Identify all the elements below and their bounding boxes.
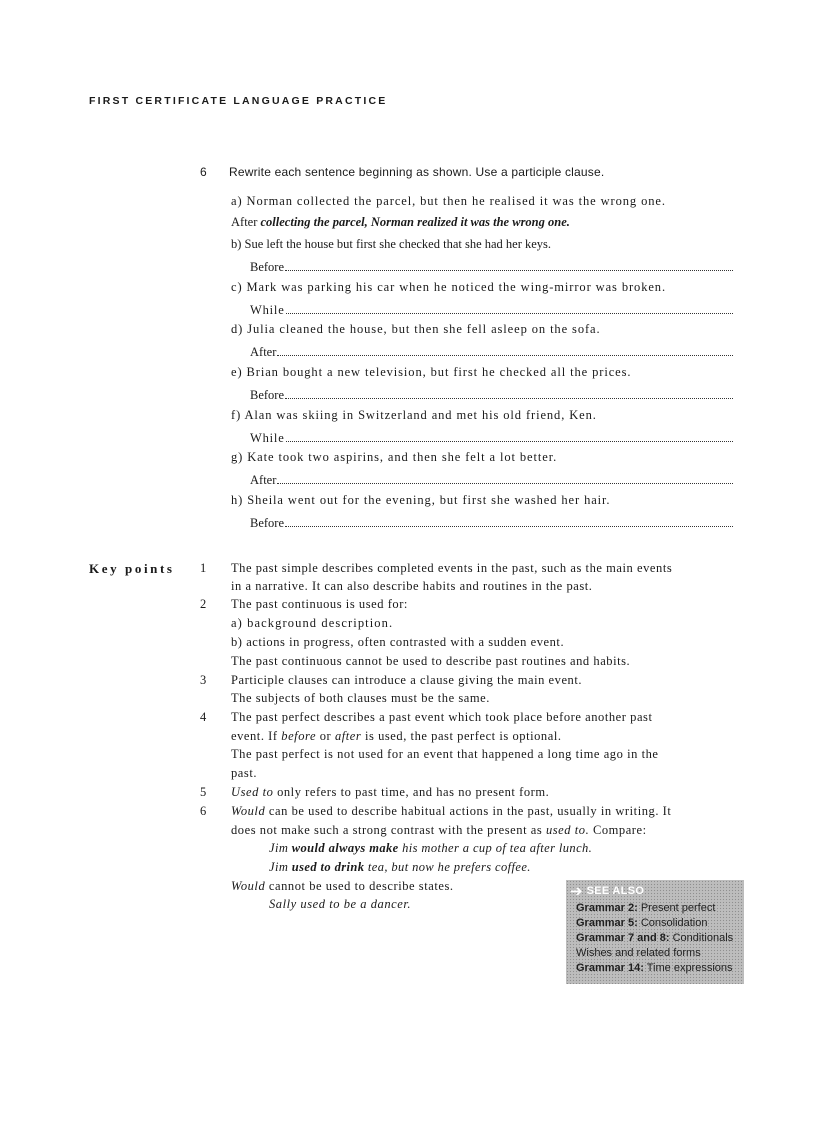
item-g-prompt: After: [250, 473, 277, 487]
answer-dots: [285, 259, 733, 271]
example-answer-lead: After: [231, 215, 261, 229]
running-head: FIRST CERTIFICATE LANGUAGE PRACTICE: [89, 95, 388, 107]
key-point-2-line-3: b) actions in progress, often contrasted with a sudden event.: [231, 635, 565, 649]
key-point-5-number: 5: [200, 785, 207, 799]
key-point-6-line-2: [231, 823, 647, 838]
kp6-example-2: [269, 860, 531, 875]
kp4-before: before: [281, 729, 317, 743]
see-also-header: [570, 882, 644, 900]
arrow-right-icon: ➔: [570, 883, 583, 900]
kp4-text-e: is used, the past perfect is optional.: [361, 729, 562, 743]
see-also-link-wishes[interactable]: [576, 947, 701, 959]
item-b-sentence: b) Sue left the house but first she checked that she had her keys.: [231, 237, 552, 251]
example-answer-text: collecting the parcel, Norman realized it was the wrong one.: [260, 215, 570, 229]
ex2-bold: used to drink: [291, 860, 365, 874]
kp4-after: after: [334, 729, 362, 743]
see-also-topic: Present perfect: [637, 902, 716, 914]
answer-dots: [285, 387, 733, 399]
item-d-sentence: d) Julia cleaned the house, but then she fell asleep on the sofa.: [231, 322, 601, 336]
item-h-answer-line[interactable]: [250, 515, 733, 531]
kp6-example-3: Sally used to be a dancer.: [269, 897, 412, 911]
see-also-topic: Conditionals: [669, 932, 734, 944]
item-c-answer-line[interactable]: [250, 302, 733, 318]
item-c-sentence: c) Mark was parking his car when he noticed the wing-mirror was broken.: [231, 280, 666, 294]
kp6-text-3: cannot be used to describe states.: [265, 879, 454, 893]
see-also-topic: Wishes and related forms: [576, 947, 701, 959]
see-also-heading: SEE ALSO: [586, 885, 645, 897]
key-point-1-number: 1: [200, 561, 207, 575]
example-sentence: a) Norman collected the parcel, but then he realised it was the wrong one.: [231, 194, 666, 208]
item-e-answer-line[interactable]: [250, 387, 733, 403]
answer-dots: [277, 472, 733, 484]
key-point-6-line-3: [231, 879, 454, 894]
kp6-compare: Compare:: [589, 823, 647, 837]
kp6-used-to: used to.: [545, 823, 590, 837]
see-also-ref: Grammar 14:: [576, 962, 644, 974]
kp5-text: only refers to past time, and has no present form.: [273, 785, 550, 799]
see-also-box: [566, 880, 744, 984]
ex2-a: Jim: [269, 860, 292, 874]
item-f-sentence: f) Alan was skiing in Switzerland and met his old friend, Ken.: [231, 408, 597, 422]
item-d-prompt: After: [250, 345, 277, 359]
see-also-topic: Consolidation: [637, 917, 708, 929]
see-also-link-grammar-14[interactable]: [576, 962, 733, 974]
item-f-prompt: While: [250, 431, 285, 445]
kp6-would: Would: [231, 804, 266, 818]
answer-dots: [285, 515, 733, 527]
kp6-would-2: Would: [231, 879, 266, 893]
see-also-ref: Grammar 2:: [576, 902, 638, 914]
answer-dots: [277, 344, 733, 356]
see-also-link-grammar-5[interactable]: [576, 917, 707, 929]
exercise-instruction: Rewrite each sentence beginning as shown. Use a participle clause.: [229, 165, 605, 179]
see-also-topic: Time expressions: [643, 962, 733, 974]
item-b-answer-line[interactable]: [250, 259, 733, 275]
key-point-1-line-2: in a narrative. It can also describe habits and routines in the past.: [231, 579, 593, 593]
key-point-4-line-2: [231, 729, 562, 744]
kp4-text-a: event. If: [231, 729, 282, 743]
kp6-text-2a: does not make such a strong contrast with the present as: [231, 823, 546, 837]
key-point-4-number: 4: [200, 710, 207, 724]
see-also-ref: Grammar 5:: [576, 917, 638, 929]
kp4-text-c: or: [316, 729, 335, 743]
key-point-3-line-2: The subjects of both clauses must be the same.: [231, 691, 490, 705]
item-e-prompt: Before: [250, 388, 285, 402]
answer-dots: [286, 430, 733, 442]
item-d-answer-line[interactable]: [250, 344, 733, 360]
exercise-number: 6: [200, 165, 207, 179]
item-g-sentence: g) Kate took two aspirins, and then she felt a lot better.: [231, 450, 558, 464]
key-point-3-line-1: Participle clauses can introduce a clause giving the main event.: [231, 673, 583, 687]
ex1-a: Jim: [269, 841, 292, 855]
key-point-2-number: 2: [200, 597, 207, 611]
key-point-5-line-1: [231, 785, 549, 800]
key-point-2-line-4: The past continuous cannot be used to describe past routines and habits.: [231, 654, 631, 668]
key-point-4-line-4: past.: [231, 766, 258, 780]
kp6-example-1: [269, 841, 592, 856]
kp5-used-to: Used to: [231, 785, 274, 799]
key-point-2-line-1: The past continuous is used for:: [231, 597, 408, 611]
item-h-prompt: Before: [250, 516, 285, 530]
item-e-sentence: e) Brian bought a new television, but first he checked all the prices.: [231, 365, 632, 379]
item-h-sentence: h) Sheila went out for the evening, but first she washed her hair.: [231, 493, 611, 507]
key-points-title: Key points: [89, 561, 175, 576]
key-point-6-number: 6: [200, 804, 207, 818]
item-f-answer-line[interactable]: [250, 430, 733, 446]
see-also-link-grammar-2[interactable]: [576, 902, 715, 914]
item-c-prompt: While: [250, 303, 285, 317]
see-also-link-grammar-7-8[interactable]: [576, 932, 733, 944]
key-point-1-line-1: The past simple describes completed events in the past, such as the main events: [231, 561, 673, 575]
key-point-3-number: 3: [200, 673, 207, 687]
key-point-4-line-1: The past perfect describes a past event which took place before another past: [231, 710, 653, 724]
example-answer: [231, 215, 570, 230]
ex2-c: tea, but now he prefers coffee.: [364, 860, 531, 874]
item-b-prompt: Before: [250, 260, 285, 274]
ex1-bold: would always make: [291, 841, 399, 855]
key-point-4-line-3: The past perfect is not used for an event that happened a long time ago in the: [231, 747, 659, 761]
kp6-text-1: can be used to describe habitual actions in the past, usually in writing. It: [265, 804, 672, 818]
key-point-2-line-2: a) background description.: [231, 616, 394, 630]
key-point-6-line-1: [231, 804, 671, 819]
ex1-c: his mother a cup of tea after lunch.: [398, 841, 593, 855]
answer-dots: [286, 302, 733, 314]
see-also-ref: Grammar 7 and 8:: [576, 932, 670, 944]
item-g-answer-line[interactable]: [250, 472, 733, 488]
